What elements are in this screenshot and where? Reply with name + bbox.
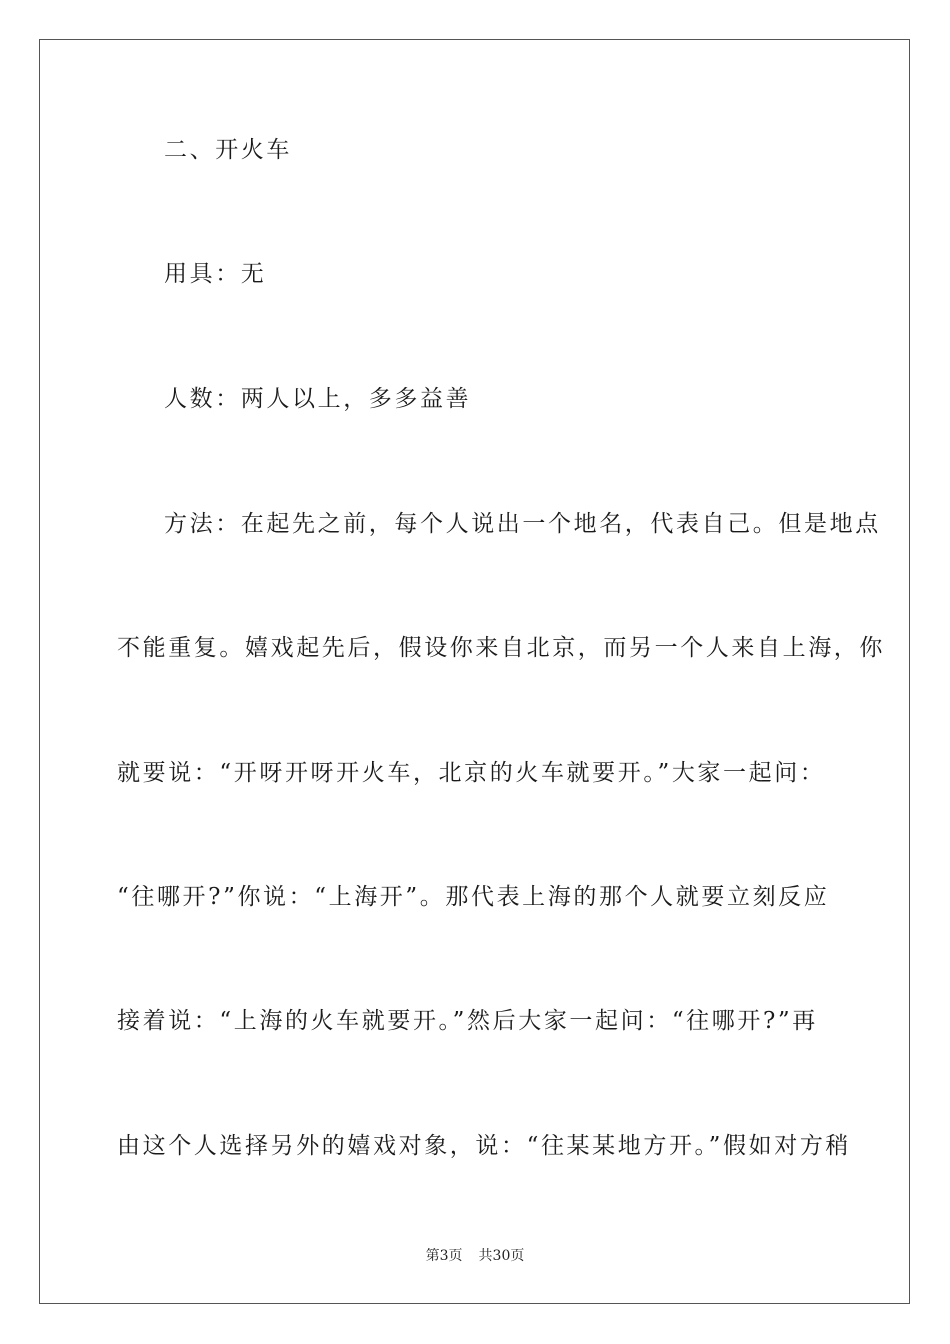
- method-line-2: 不能重复。嬉戏起先后，假设你来自北京，而另一个人来自上海，你: [117, 635, 885, 661]
- section-heading: 二、开火车: [164, 137, 292, 163]
- people-line: 人数：两人以上，多多益善: [164, 386, 472, 412]
- method-line-4: “往哪开?”你说：“上海开”。那代表上海的那个人就要立刻反应: [117, 884, 830, 910]
- page-border: [39, 39, 910, 1304]
- page-number: 第3页: [425, 1248, 463, 1264]
- tools-line: 用具：无: [164, 261, 267, 287]
- method-line-5: 接着说：“上海的火车就要开。”然后大家一起问：“往哪开?”再: [117, 1008, 818, 1034]
- page-footer: [0, 1247, 950, 1265]
- page-total: 共30页: [478, 1248, 525, 1264]
- method-line-6: 由这个人选择另外的嬉戏对象，说：“往某某地方开。”假如对方稍: [117, 1133, 852, 1159]
- method-line-3: 就要说：“开呀开呀开火车，北京的火车就要开。”大家一起问：: [117, 760, 826, 786]
- method-line-1: 方法：在起先之前，每个人说出一个地名，代表自己。但是地点: [164, 511, 881, 537]
